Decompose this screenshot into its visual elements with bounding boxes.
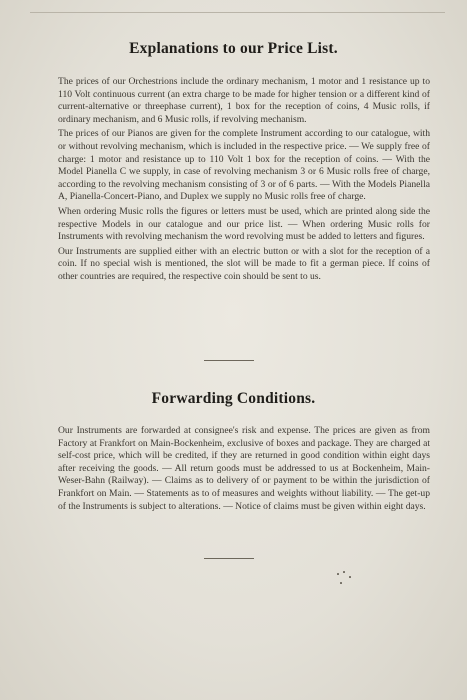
- paragraph: The prices of our Orchestrions include the ordinary mechanism, 1 motor and 1 resistance up to 110 Volt continuous current (an extra charge to be made for higher tension or a different kind of current-alternative or threephase current), 1 box for the reception of coins, 4 Music rolls, if ordinary mechanism, and 6 Music rolls, if revolving mechanism.: [58, 76, 430, 125]
- top-rule: [30, 12, 445, 13]
- section-title-forwarding: Forwarding Conditions.: [151, 390, 316, 407]
- paragraph: The prices of our Pianos are given for the complete Instrument according to our catalogue, with or without revolving mechanism, which is included in the respective price. — We supply free of charge: 1 motor and resistance up to 110 Volt 1 box for the reception of coins. — With the Model Pianella C we supply, in case of revolving mechanism 3 or 6 Music rolls free of charge, according to the revolving mechanism consisting of 3 or of 6 parts. — With the Models Pianella A, Pianella-Concert-Piano, and Duplex we supply no Music rolls free of charge.: [58, 128, 430, 203]
- paragraph: Our Instruments are forwarded at consignee's risk and expense. The prices are given as from Factory at Frankfort on Main-Bockenheim, exclusive of boxes and package. They are charged at self-cost price, which will be credited, if they are returned in good condition within eight days after receiving the goods. — All return goods must be addressed to us at Bockenheim, Main-Weser-Bahn (Railway). — Claims as to delivery of or payment to be within the jurisdiction of Frankfort on Main. — Statements as to of measures and weights without liability. — The get-up of the Instruments is subject to alterations. — Notice of claims must be given within eight days.: [58, 425, 430, 512]
- forwarding-section: [58, 425, 430, 515]
- print-specks: [335, 570, 355, 590]
- price-list-section: [58, 76, 430, 286]
- section-divider: [204, 360, 254, 361]
- paragraph: Our Instruments are supplied either with an electric button or with a slot for the reception of a coin. If no special wish is mentioned, the slot will be made to fit a german piece. If coins of other countries are required, the respective coin should be sent to us.: [58, 245, 430, 282]
- end-divider: [204, 558, 254, 559]
- section-title-price-list: Explanations to our Price List.: [129, 40, 338, 57]
- paragraph: When ordering Music rolls the figures or letters must be used, which are printed along side the respective Models in our catalogue and our price list. — When ordering Music rolls for Instruments with revolving mechanism the word revolving must be added to letters and figures.: [58, 205, 430, 243]
